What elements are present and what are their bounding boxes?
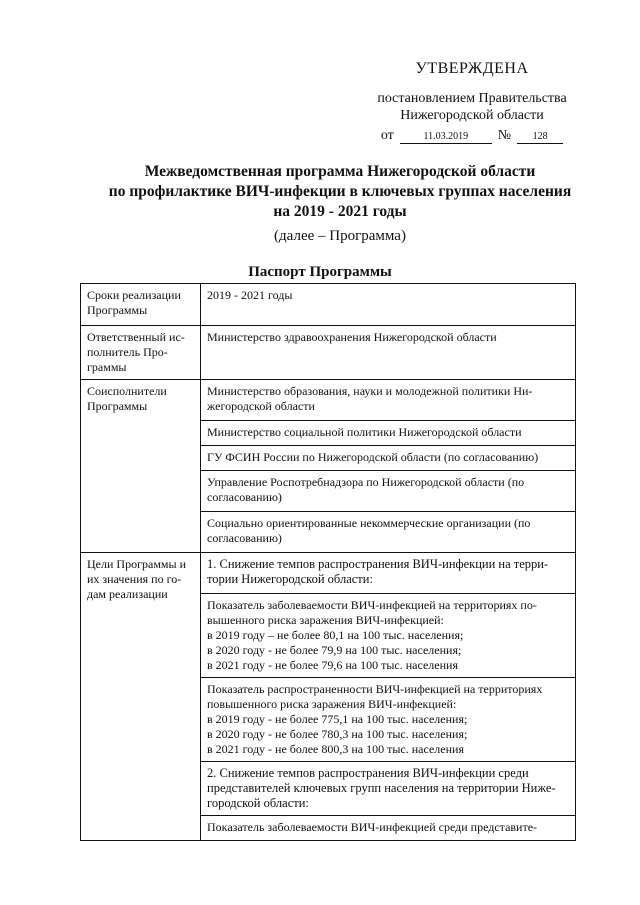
row-label-coexecutors: Соисполнители Программы [81, 380, 201, 553]
stamp-number: 128 [517, 131, 563, 144]
stamp-line-1: постановлением Правительства [377, 91, 567, 106]
table-row [81, 380, 576, 421]
indicator-2-2019: в 2019 году - не более 775,1 на 100 тыс. населения; [207, 712, 468, 726]
indicator-2 [201, 678, 576, 762]
goal-1: 1. Снижение темпов распространения ВИЧ-инфекции на терри-тории Нижегородской области: [201, 553, 576, 594]
stamp-from: от [380, 128, 394, 143]
title-subtitle: (далее – Программа) [274, 228, 406, 244]
title-line-3: на 2019 - 2021 годы [273, 203, 407, 220]
stamp-no: № [497, 128, 512, 143]
approval-stamp [362, 60, 582, 144]
table-row [81, 284, 576, 326]
title-line-1: Межведомственная программа Нижегородской области [144, 163, 536, 180]
goal-2: 2. Снижение темпов распространения ВИЧ-инфекции среди представителей ключевых групп населения на территории Ниже-городской области: [201, 762, 576, 816]
indicator-3: Показатель заболеваемости ВИЧ-инфекцией среди представите- [201, 816, 576, 841]
stamp-title: УТВЕРЖДЕНА [415, 60, 529, 77]
row-value-terms: 2019 - 2021 годы [201, 284, 576, 326]
coexecutor-item: Министерство социальной политики Нижегородской области [201, 421, 576, 446]
indicator-2-2021: в 2021 году - не более 800,3 на 100 тыс. населения [207, 742, 464, 756]
row-value-executor: Министерство здравоохранения Нижегородской области [201, 326, 576, 380]
row-label-goals: Цели Программы и их значения по го-дам реализации [81, 553, 201, 841]
indicator-1-2019: в 2019 году – не более 80,1 на 100 тыс. населения; [207, 628, 464, 642]
row-label-terms: Сроки реализации Программы [81, 284, 201, 326]
table-row [81, 553, 576, 594]
coexecutor-item: Управление Роспотребнадзора по Нижегородской области (по согласованию) [201, 471, 576, 512]
indicator-1-head: Показатель заболеваемости ВИЧ-инфекцией на территориях по-вышенного риска заражения ВИЧ-инфекцией: [207, 598, 537, 627]
document-title [90, 162, 590, 247]
table-row [81, 326, 576, 380]
indicator-1-2020: в 2020 году - не более 79,9 на 100 тыс. населения; [207, 643, 462, 657]
coexecutor-item: Социально ориентированные некоммерческие организации (по согласованию) [201, 512, 576, 553]
coexecutor-item: Министерство образования, науки и молодежной политики Ни-жегородской области [201, 380, 576, 421]
passport-table [80, 283, 576, 841]
stamp-line-2: Нижегородской области [400, 108, 544, 123]
indicator-2-head: Показатель распространенности ВИЧ-инфекцией на территориях повышенного риска заражения ВИЧ-инфекцией: [207, 682, 543, 711]
indicator-1-2021: в 2021 году - не более 79,6 на 100 тыс. населения [207, 658, 458, 672]
indicator-2-2020: в 2020 году - не более 780,3 на 100 тыс. населения; [207, 727, 468, 741]
title-line-2: по профилактике ВИЧ-инфекции в ключевых группах населения [108, 183, 572, 200]
coexecutor-item: ГУ ФСИН России по Нижегородской области (по согласованию) [201, 446, 576, 471]
passport-title: Паспорт Программы [248, 264, 392, 280]
stamp-date: 11.03.2019 [400, 131, 492, 144]
indicator-1 [201, 594, 576, 678]
stamp-date-row [362, 128, 582, 144]
row-label-executor: Ответственный ис-полнитель Про-граммы [81, 326, 201, 380]
